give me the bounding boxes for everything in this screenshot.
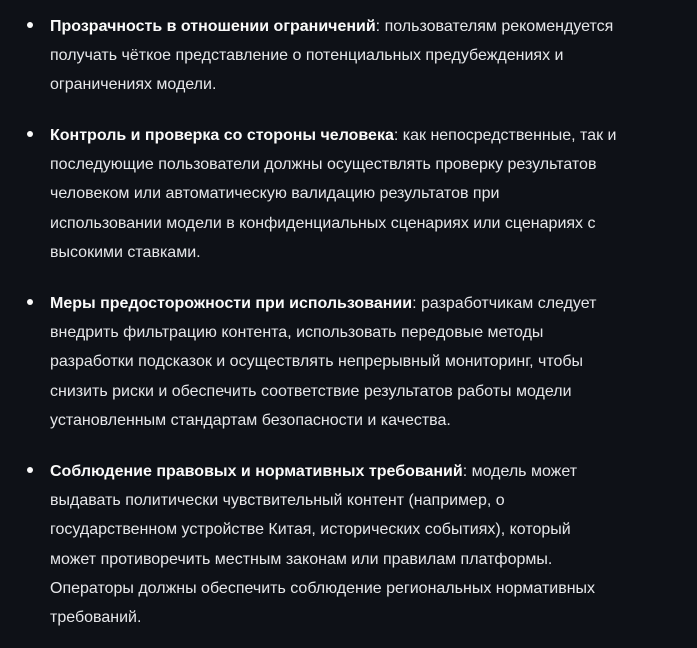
list-item-precautions bbox=[50, 289, 650, 435]
item-term: Прозрачность в отношении ограничений bbox=[50, 18, 376, 35]
bullet-dot-icon bbox=[27, 467, 33, 473]
list-item-legal-compliance bbox=[50, 457, 650, 632]
item-text-line: требований. bbox=[50, 609, 142, 627]
item-text-line: установленным стандартам безопасности и качества. bbox=[50, 411, 451, 429]
list-item-transparency bbox=[50, 12, 650, 100]
item-first-line bbox=[50, 289, 650, 318]
bullet-dot-icon bbox=[27, 22, 33, 28]
item-text-line: : пользователям рекомендуется bbox=[375, 18, 614, 35]
list-item-human-control bbox=[50, 121, 650, 267]
item-text-line: снизить риски и обеспечить соответствие результатов работы модели bbox=[50, 382, 572, 400]
item-text-line: человеком или автоматическую валидацию результатов при bbox=[50, 185, 500, 203]
bullet-dot-icon bbox=[27, 299, 33, 305]
item-term: Соблюдение правовых и нормативных требований bbox=[50, 463, 463, 480]
item-first-line bbox=[50, 121, 650, 150]
item-text-line: : как непосредственные, так и bbox=[393, 127, 617, 144]
item-text-line: : модель может bbox=[462, 463, 578, 480]
item-text-line: Операторы должны обеспечить соблюдение региональных нормативных bbox=[50, 579, 596, 597]
item-text-line: государственном устройстве Китая, исторических событиях), который bbox=[50, 521, 571, 539]
bullet-dot-icon bbox=[27, 131, 33, 137]
item-text-line: может противоречить местным законам или правилам платформы. bbox=[50, 550, 553, 568]
item-text-line: : разработчикам следует bbox=[412, 295, 597, 312]
item-text-line: ограничениях модели. bbox=[50, 76, 217, 94]
item-text-line: высокими ставками. bbox=[50, 243, 201, 261]
item-text-line: выдавать политически чувствительный контент (например, о bbox=[50, 492, 505, 510]
item-first-line bbox=[50, 457, 650, 486]
item-first-line bbox=[50, 12, 650, 41]
item-text-line: разработки подсказок и осуществлять непрерывный мониторинг, чтобы bbox=[50, 353, 584, 371]
item-text-line: получать чёткое представление о потенциальных предубеждениях и bbox=[50, 47, 564, 65]
item-text-line: использовании модели в конфиденциальных сценариях или сценариях с bbox=[50, 214, 596, 232]
item-term: Контроль и проверка со стороны человека bbox=[50, 127, 394, 144]
item-term: Меры предосторожности при использовании bbox=[50, 295, 413, 312]
item-text-line: внедрить фильтрацию контента, использовать передовые методы bbox=[50, 324, 544, 342]
item-text-line: последующие пользователи должны осуществлять проверку результатов bbox=[50, 156, 597, 174]
